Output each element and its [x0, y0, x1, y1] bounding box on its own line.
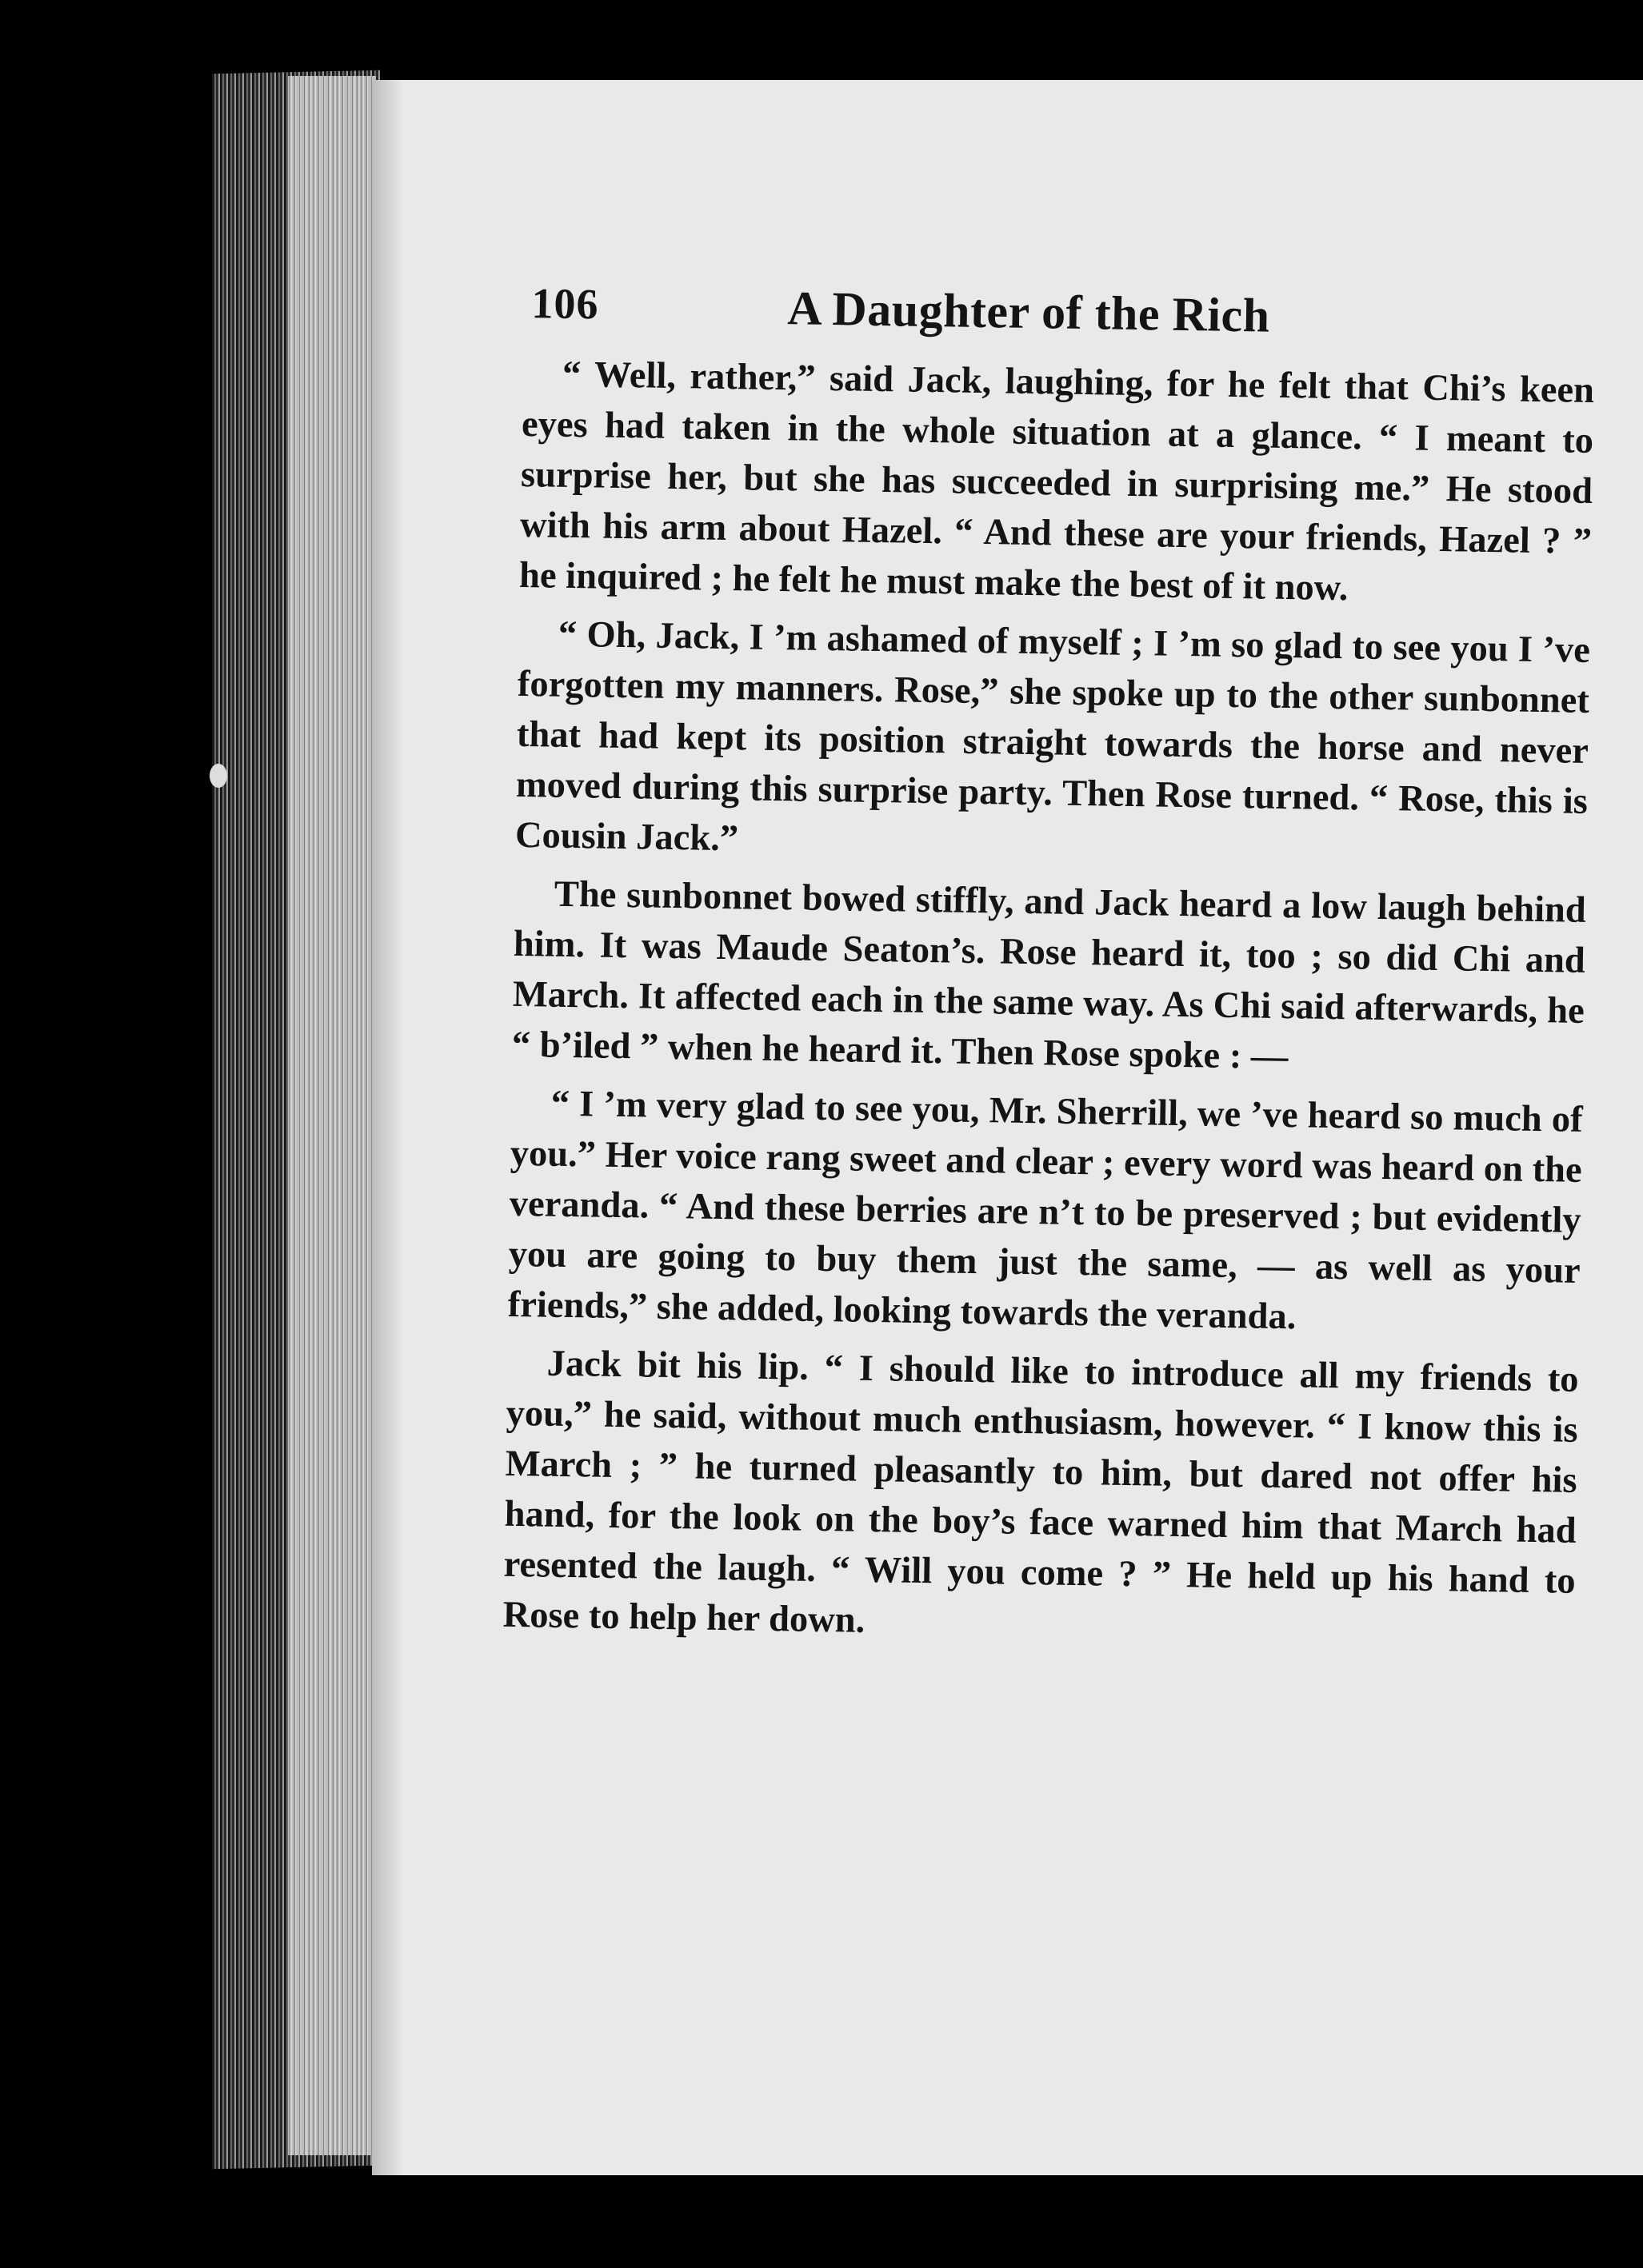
paragraph-1: “ Well, rather,” said Jack, laughing, for he felt that Chi’s keen eyes had taken in the whole situation at a glance. “ I meant to surprise her, but she has succeeded in surprising me.” He stood with his arm about Hazel. “ And these are your friends, Hazel ? ” he inquired ; he felt he must make the best of it now. — [518, 353, 1595, 609]
paragraph-4: “ I ’m very glad to see you, Mr. Sherrill, we ’ve heard so much of you.” Her voice rang sweet and clear ; every word was heard on the veranda. “ And these berries are n’t to be preserved ; but evidently you are going to buy them just the same, — as well as your friends,” she added, looking towards the veranda. — [507, 1083, 1584, 1338]
paragraph-2: “ Oh, Jack, I ’m ashamed of myself ; I ’m so glad to see you I ’ve forgotten my manners. Rose,” she spoke up to the other sunbonnet that had kept its position straight towards the horse and never moved during this surprise party. Then Rose turned. “ Rose, this is Cousin Jack.” — [514, 613, 1591, 860]
paragraph-5: Jack bit his lip. “ I should like to introduce all my friends to you,” he said, without much enthusiasm, however. “ I know this is March ; ” he turned pleasantly to him, but dared not offer his hand, for the look on the boy’s face warned him that March had resented the laugh. “ Will you come ? ” He held up his hand to Rose to help her down. — [502, 1343, 1579, 1641]
gutter-shadow — [372, 80, 404, 2175]
book-page-edges-light — [288, 76, 376, 2155]
book-page — [372, 80, 1643, 2175]
book-title: A Daughter of the Rich — [786, 282, 1271, 342]
page-number: 106 — [531, 279, 599, 329]
running-head — [523, 278, 1596, 359]
page-content — [502, 278, 1596, 1657]
paragraph-3: The sunbonnet bowed stiffly, and Jack heard a low laugh behind him. It was Maude Seaton’s. Rose heard it, too ; so did Chi and March. It affected each in the same way. As Chi said afterwards, he “ b’iled ” when he heard it. Then Rose spoke : — — [511, 873, 1587, 1078]
dust-speck — [210, 764, 227, 788]
